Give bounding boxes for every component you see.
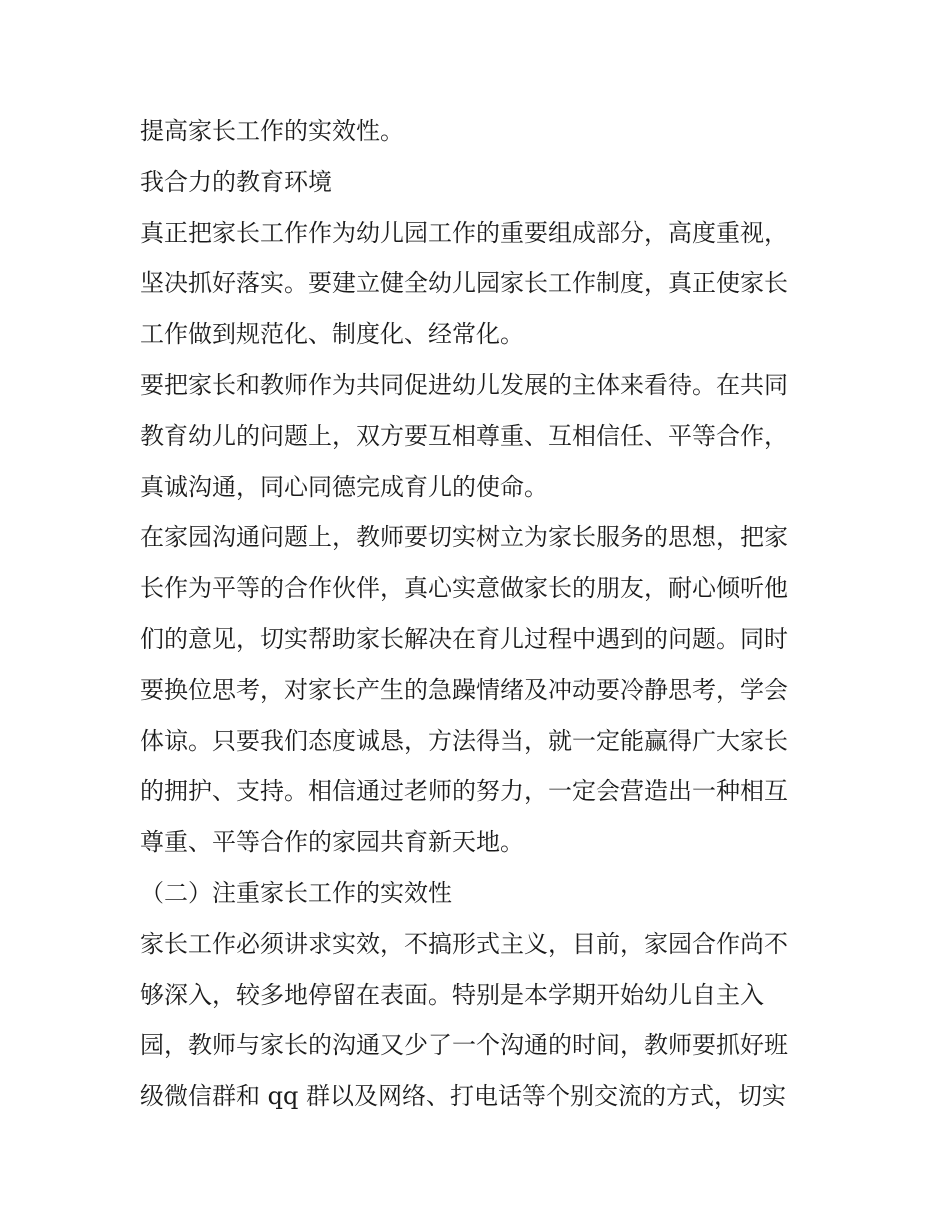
- text-line: 的拥护、支持。相信通过老师的努力，一定会营造出一种相互: [140, 777, 788, 806]
- text-line: 们的意见，切实帮助家长解决在育儿过程中遇到的问题。同时: [140, 624, 788, 653]
- text-line: 真诚沟通，同心同德完成育儿的使命。: [140, 472, 548, 501]
- text-line: 真正把家长工作作为幼儿园工作的重要组成部分，高度重视，: [140, 218, 788, 247]
- text-line: 教育幼儿的问题上，双方要互相尊重、互相信任、平等合作，: [140, 421, 788, 450]
- text-line: 要把家长和教师作为共同促进幼儿发展的主体来看待。在共同: [140, 370, 788, 399]
- text-line: 在家园沟通问题上，教师要切实树立为家长服务的思想，把家: [140, 523, 788, 552]
- text-line: 工作做到规范化、制度化、经常化。: [140, 320, 524, 349]
- text-line: 体谅。只要我们态度诚恳，方法得当，就一定能赢得广大家长: [140, 726, 788, 755]
- text-line: 级微信群和 qq 群以及网络、打电话等个别交流的方式，切实: [140, 1082, 786, 1111]
- text-line: 提高家长工作的实效性。: [140, 117, 404, 145]
- text-line: 家长工作必须讲求实效，不搞形式主义，目前，家园合作尚不: [140, 929, 788, 958]
- text-line: 要换位思考，对家长产生的急躁情绪及冲动要冷静思考，学会: [140, 675, 788, 704]
- text-line: 坚决抓好落实。要建立健全幼儿园家长工作制度，真正使家长: [140, 269, 788, 298]
- section-heading: （二）注重家长工作的实效性: [140, 878, 452, 907]
- text-line: 够深入，较多地停留在表面。特别是本学期开始幼儿自主入: [140, 980, 764, 1009]
- document-body: [140, 106, 815, 1122]
- section-heading: 我合力的教育环境: [140, 167, 332, 196]
- text-line: 尊重、平等合作的家园共育新天地。: [140, 828, 524, 857]
- text-line: 园，教师与家长的沟通又少了一个沟通的时间，教师要抓好班: [140, 1031, 788, 1060]
- text-line: 长作为平等的合作伙伴，真心实意做家长的朋友，耐心倾听他: [140, 574, 788, 603]
